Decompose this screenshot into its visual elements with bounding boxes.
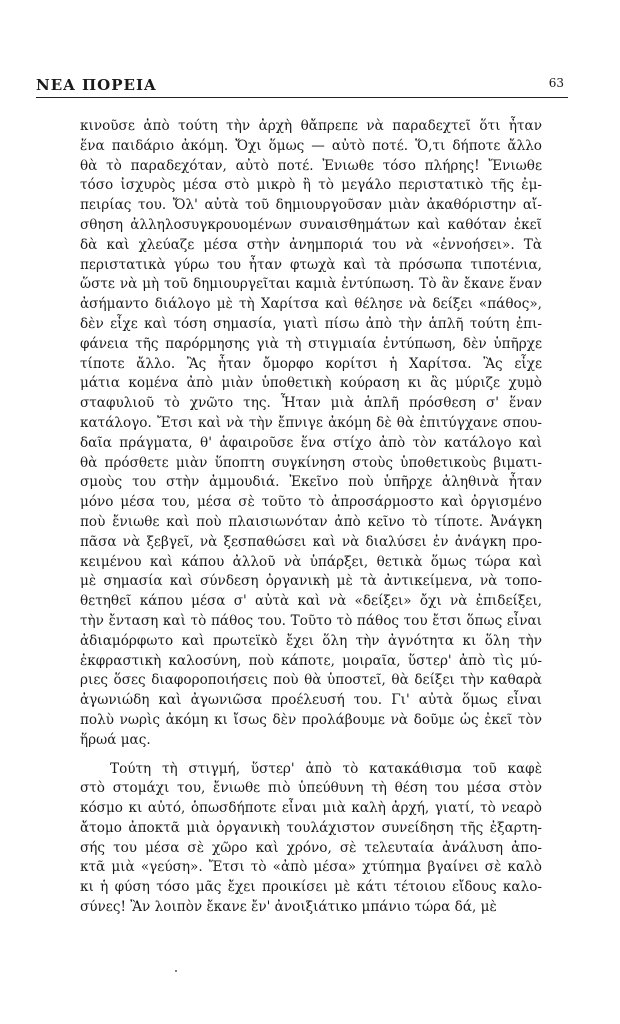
text-line: Τούτη τὴ στιγμή, ὕστερ' ἀπὸ τὸ κατακάθισμα τοῦ καφὲ	[110, 760, 542, 777]
paragraph	[80, 117, 542, 751]
text-line: ἀγωνιώδη καὶ ἀγωνιῶσα προέλευσή του. Γι' αὐτὰ ὅμως εἶναι	[80, 692, 542, 709]
text-line: κινοῦσε ἀπὸ τούτη τὴν ἀρχὴ θἄπρεπε νὰ παραδεχτεῖ ὅτι ἦταν	[80, 118, 542, 134]
text-line: ἀσήμαντο διάλογο μὲ τὴ Χαρίτσα καὶ θέλησε νὰ δείξει «πάθος»,	[80, 296, 542, 313]
text-line: κατάλογο. Ἔτσι καὶ νὰ τὴν ἔπνιγε ἀκόμη δὲ θὰ ἐπιτύγχανε σπου-	[80, 414, 542, 431]
text-line: μάτια κομένα ἀπὸ μιὰν ὑποθετικὴ κούραση κι ἂς μύριζε χυμὸ	[80, 375, 542, 392]
text-line: ἥρωά μας.	[80, 731, 151, 748]
text-line: δαῖα πράγματα, θ' ἀφαιροῦσε ἕνα στίχο ἀπὸ τὸν κατάλογο καὶ	[80, 434, 542, 451]
text-line: ἄτομο ἀποκτᾶ μιὰ ὀργανικὴ τουλάχιστον συνείδηση τῆς ἐξαρτη-	[80, 819, 542, 836]
text-line: φάνεια τῆς παρόρμησης γιὰ τὴ στιγμιαία ἐντύπωση, δὲν ὑπῆρχε	[80, 335, 542, 352]
paragraph	[80, 760, 542, 918]
text-line: τὴν ἔνταση καὶ τὸ πάθος του. Τοῦτο τὸ πάθος του ἔτσι ὅπως εἶναι	[80, 612, 542, 629]
text-line: σύνες! Ἂν λοιπὸν ἔκανε ἔν' ἀνοιξιάτικο μπάνιο τώρα δά, μὲ	[80, 899, 497, 916]
text-line: δὲν εἶχε καὶ τόση σημασία, γιατὶ πίσω ἀπὸ τὴν ἁπλῆ τούτη ἐπι-	[80, 315, 542, 332]
text-line: κόσμο κι αὐτό, ὁπωσδήποτε εἶναι μιὰ καλὴ ἀρχή, γιατί, τὸ νεαρὸ	[80, 800, 542, 817]
text-line: στὸ στομάχι του, ἔνιωθε πιὸ ὑπεύθυνη τὴ θέση του μέσα στὸν	[80, 780, 542, 797]
text-line: ἐκφραστικὴ καλοσύνη, ποὺ κάποτε, μοιραῖα, ὕστερ' ἀπὸ τὶς μύ-	[80, 652, 542, 669]
text-line: πειρίας του. Ὄλ' αὐτὰ τοῦ δημιουργοῦσαν μιὰν ἀκαθόριστην αἴ-	[80, 197, 542, 214]
text-line: κειμένου καὶ κάπου ἀλλοῦ νὰ ὑπάρξει, θετικὰ ὅμως τώρα καὶ	[80, 553, 542, 570]
text-line: θὰ πρόσθετε μιὰν ὕποπτη συγκίνηση στοὺς ὑποθετικοὺς βιματι-	[80, 454, 542, 471]
text-line: σταφυλιοῦ τὸ χνῶτο της. Ἦταν μιὰ ἁπλῆ πρόσθεση σ' ἕναν	[80, 395, 542, 412]
text-line: ὥστε νὰ μὴ τοῦ δημιουργεῖται καμιὰ ἐντύπωση. Τὸ ἂν ἔκανε ἕναν	[80, 276, 542, 293]
text-line: πολὺ νωρὶς ἀκόμη κι ἴσως δὲν προλάβουμε νὰ δοῦμε ὡς ἐκεῖ τὸν	[80, 711, 542, 728]
text-line: κι ἡ φύση τόσο μᾶς ἔχει προικίσει μὲ κάτι τέτοιου εἴδους καλο-	[80, 879, 542, 896]
body-text	[80, 117, 542, 918]
text-line: σθηση ἀλληλοσυγκρουομένων συναισθημάτων καὶ καθόταν ἐκεῖ	[80, 216, 542, 233]
text-line: ποὺ ἔνιωθε καὶ ποὺ πλαισιωνόταν ἀπὸ κεῖνο τὸ τίποτε. Ἀνάγκη	[80, 513, 542, 530]
text-line: θετηθεῖ κάπου μέσα σ' αὐτὰ καὶ νὰ «δείξει» ὄχι νὰ ἐπιδείξει,	[80, 593, 542, 610]
text-line: μὲ σημασία καὶ σύνδεση ὀργανικὴ μὲ τὰ ἀντικείμενα, νὰ τοπο-	[80, 573, 542, 590]
text-line: σμοὺς του στὴν ἀμμουδιά. Ἐκεῖνο ποὺ ὑπῆρχε ἀληθινὰ ἦταν	[80, 474, 542, 491]
header-rule	[36, 97, 568, 98]
text-line: θὰ τὸ παραδεχόταν, αὐτὸ ποτέ. Ἐνιωθε τόσο πλήρης! Ἔνιωθε	[80, 157, 542, 174]
text-line: ἀδιαμόρφωτο καὶ πρωτεϊκὸ ἔχει ὅλη τὴν ἀγνότητα κι ὅλη τὴν	[80, 632, 542, 649]
text-line: μόνο μέσα του, μέσα σὲ τοῦτο τὸ ἀπροσάρμοστο καὶ ὀργισμένο	[80, 494, 542, 511]
page-number: 63	[548, 76, 564, 90]
text-line: τίποτε ἄλλο. Ἂς ἦταν ὄμορφο κορίτσι ἡ Χαρίτσα. Ἂς εἶχε	[80, 355, 542, 372]
text-line: σής του μέσα σὲ χῶρο καὶ χρόνο, σὲ τελευταία ἀνάλυση ἀπο-	[80, 839, 542, 856]
print-speck	[175, 970, 177, 972]
journal-title: ΝΕΑ ΠΟΡΕΙΑ	[36, 76, 157, 94]
text-line: τόσο ἰσχυρὸς μέσα στὸ μικρὸ ἢ τὸ μεγάλο περιστατικὸ τῆς ἐμ-	[80, 177, 542, 194]
text-line: περιστατικὰ γύρω του ἦταν φτωχὰ καὶ τὰ πρόσωπα τιποτένια,	[80, 256, 542, 273]
text-line: ριες ὅσες διαφοροποιήσεις ποὺ θὰ ὑποστεῖ, θὰ δείξει τὴν καθαρὰ	[80, 672, 542, 689]
running-head	[36, 76, 568, 94]
text-line: ἕνα παιδάριο ἀκόμη. Ὄχι ὅμως — αὐτὸ ποτέ. Ὅ,τι δήποτε ἄλλο	[80, 137, 542, 154]
text-line: κτᾶ μιὰ «γεύση». Ἔτσι τὸ «ἀπὸ μέσα» χτύπημα βγαίνει σὲ καλὸ	[80, 859, 542, 876]
text-line: δὰ καὶ χλεύαζε μέσα στὴν ἀνημποριά του νὰ «ἐννοήσει». Τὰ	[80, 236, 542, 253]
text-line: πᾶσα νὰ ξεβγεῖ, νὰ ξεσπαθώσει καὶ νὰ διαλύσει ἐν ἀνάγκη προ-	[80, 533, 542, 550]
